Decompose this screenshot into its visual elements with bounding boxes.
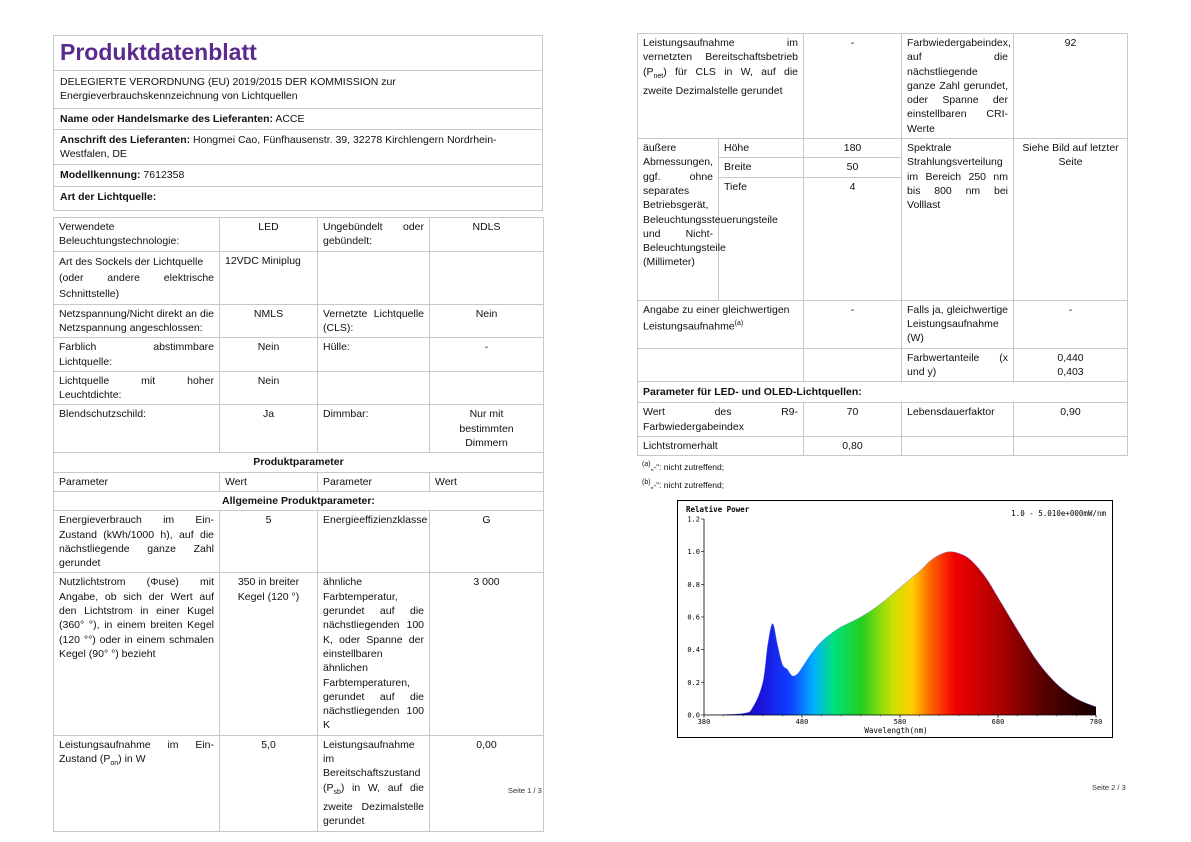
text: ) in W, auf die zweite Dezimalstelle gerundet — [323, 781, 424, 828]
table-row — [54, 511, 544, 573]
cell — [430, 371, 544, 405]
page-1 — [53, 35, 543, 832]
footnotes — [637, 457, 1127, 493]
footnote-text: „-“: nicht zutreffend; — [650, 462, 725, 473]
model-value: 7612358 — [143, 169, 185, 182]
supplier-row — [54, 108, 543, 129]
cell — [54, 735, 220, 831]
text: Leistungsaufnahme im Bereitschaftszustand (P — [323, 738, 421, 794]
text: Angabe zu einer gleichwertigen Leistungsaufnahme — [643, 303, 790, 333]
table-row — [638, 437, 1128, 456]
cell: Blendschutzschild: — [54, 405, 220, 453]
page-title: Produktdatenblatt — [54, 36, 543, 71]
dimension-name: Breite — [719, 158, 804, 177]
x-tick-label: 680 — [991, 718, 1005, 726]
header-table — [53, 35, 543, 211]
table-row — [54, 573, 544, 735]
superscript: (a) — [734, 319, 744, 327]
y-tick-label: 0.4 — [687, 646, 700, 655]
table-row — [638, 139, 1128, 158]
cell: Art des Sockels der Lichtquelle (oder andere elektrische Schnittstelle) — [54, 251, 220, 304]
cell: 5 — [220, 511, 318, 573]
column-header: Parameter — [318, 472, 430, 491]
text: Leistungsaufnahme im Ein-Zustand (P — [59, 738, 214, 765]
page-2 — [637, 33, 1127, 493]
cell — [804, 348, 902, 382]
cell: Wert des R9-Farbwiedergabeindex — [638, 403, 804, 437]
column-header: Parameter — [54, 472, 220, 491]
dimension-value: 180 — [804, 139, 902, 158]
y-tick-label: 0.8 — [687, 580, 700, 589]
table-row — [54, 251, 544, 304]
cell: Netzspannung/Nicht direkt an die Netzspannung angeschlossen: — [54, 304, 220, 338]
cell: Hülle: — [318, 338, 430, 372]
chart-title: Relative Power — [686, 505, 750, 514]
light-source-table — [53, 217, 544, 831]
cell: ähnliche Farbtemperatur, gerundet auf die nächstliegenden 100 K, oder Spanne der einstellbaren ähnlichen Farbtemperaturen, gerundet auf die nächstliegenden 100 K — [318, 573, 430, 735]
footnote-mark: (b) — [642, 479, 651, 487]
y-tick-label: 0.0 — [687, 711, 700, 720]
cell — [1014, 348, 1128, 382]
spectrum-svg — [678, 501, 1112, 737]
footnote-b — [642, 475, 1127, 493]
column-header-row — [54, 472, 544, 491]
x-tick-label: 380 — [697, 718, 711, 726]
cell: 70 — [804, 403, 902, 437]
cell: Lichtquelle mit hoher Leuchtdichte: — [54, 371, 220, 405]
parameters-table-2 — [637, 33, 1128, 456]
cell: 92 — [1014, 34, 1128, 139]
subscript: on — [110, 760, 119, 768]
cell: LED — [220, 218, 318, 252]
spectrum-chart — [677, 500, 1113, 738]
cell: Verwendete Beleuchtungstechnologie: — [54, 218, 220, 252]
dimension-name: Tiefe — [719, 177, 804, 300]
table-row — [54, 405, 544, 453]
subscript: net — [653, 72, 664, 80]
cell: 12VDC Miniplug — [220, 251, 318, 304]
cell: 0,90 — [1014, 403, 1128, 437]
cell — [318, 735, 430, 831]
address-value: Hongmei Cao, Fünfhausenstr. 39, 32278 Kirchlengern Nordrhein-Westfalen, DE — [60, 133, 497, 161]
table-row — [54, 338, 544, 372]
cell: - — [804, 300, 902, 348]
table-row — [54, 304, 544, 338]
dimension-value: 4 — [804, 177, 902, 300]
supplier-label: Name oder Handelsmarke des Lieferanten: — [60, 112, 273, 125]
cell: Energieeffizienzklasse — [318, 511, 430, 573]
cell: Nutzlichtstrom (Φuse) mit Angabe, ob sich der Wert auf den Lichtstrom in einer Kugel (360° °), in einem breiten Kegel (120 °°) oder in einem schmalen Kegel (90° °) bezieht — [54, 573, 220, 735]
table-row — [638, 403, 1128, 437]
cell: - — [1014, 300, 1128, 348]
chromaticity-x: 0,440 — [1057, 351, 1084, 364]
subscript: sb — [333, 788, 341, 796]
x-tick-label: 780 — [1089, 718, 1103, 726]
footnote-a — [642, 457, 1127, 475]
text: Leistungsaufnahme im vernetzten Bereitschaftsbetrieb (P — [643, 37, 799, 78]
cell — [1014, 437, 1128, 456]
cell: Farbwiedergabeindex, auf die nächstliegende ganze Zahl gerundet, oder Spanne der einstellbaren CRI-Werte — [902, 34, 1014, 139]
cell: Nein — [430, 304, 544, 338]
cell — [638, 348, 804, 382]
spectral-value: Siehe Bild auf letzter Seite — [1014, 139, 1128, 301]
cell — [902, 437, 1014, 456]
cell — [638, 300, 804, 348]
plot-area — [687, 516, 1102, 727]
dimension-name: Höhe — [719, 139, 804, 158]
cell: Dimmbar: — [318, 405, 430, 453]
cell: - — [430, 338, 544, 372]
cell: 0,80 — [804, 437, 902, 456]
supplier-value: ACCE — [275, 112, 305, 125]
text: ) in W — [118, 752, 146, 765]
cell — [318, 371, 430, 405]
cell: Nein — [220, 338, 318, 372]
table-row — [54, 371, 544, 405]
cell: 350 in breiter Kegel (120 °) — [220, 573, 318, 735]
cell: Nein — [220, 371, 318, 405]
cell — [638, 34, 804, 139]
led-heading-row — [638, 382, 1128, 403]
x-tick-label: 480 — [795, 718, 809, 726]
chromaticity-y: 0,403 — [1057, 365, 1084, 378]
product-params-heading: Produktparameter — [54, 453, 544, 472]
table-row — [54, 218, 544, 252]
cell: Farbwertanteile (x und y) — [902, 348, 1014, 382]
product-params-heading-row — [54, 453, 544, 472]
cell: Lichtstromerhalt — [638, 437, 804, 456]
cell: NDLS — [430, 218, 544, 252]
cell: Nur mit bestimmten Dimmern — [430, 405, 544, 453]
y-tick-label: 0.6 — [687, 613, 700, 622]
column-header: Wert — [220, 472, 318, 491]
column-header: Wert — [430, 472, 544, 491]
cell: - — [804, 34, 902, 139]
page-number-2: Seite 2 / 3 — [1092, 783, 1126, 792]
spectrum-area — [704, 552, 1096, 715]
y-tick-label: 1.0 — [687, 548, 700, 557]
address-row — [54, 129, 543, 165]
cell: Ja — [220, 405, 318, 453]
footnote-mark: (a) — [642, 461, 651, 469]
table-row — [638, 34, 1128, 139]
regulation-text: DELEGIERTE VERORDNUNG (EU) 2019/2015 DER KOMMISSION zur Energieverbrauchskennzeichnung von Lichtquellen — [54, 71, 543, 109]
address-label: Anschrift des Lieferanten: — [60, 133, 191, 146]
model-label: Modellkennung: — [60, 169, 141, 182]
cell: 5,0 — [220, 735, 318, 831]
cell: Lebensdauerfaktor — [902, 403, 1014, 437]
y-tick-label: 0.2 — [687, 678, 700, 687]
cell: 3 000 — [430, 573, 544, 735]
type-label: Art der Lichtquelle: — [54, 186, 543, 210]
cell: NMLS — [220, 304, 318, 338]
dimensions-label: äußere Abmessungen, ggf. ohne separates Betriebsgerät, Beleuchtungssteuerungsteile und Nicht-Beleuchtungsteile (Millimeter) — [638, 139, 719, 301]
cell: Energieverbrauch im Ein-Zustand (kWh/1000 h), auf die nächstliegende ganze Zahl gerundet — [54, 511, 220, 573]
chart-annotation: 1.0 - 5.010e+000mW/nm — [1011, 509, 1106, 518]
cell: Ungebündelt oder gebündelt: — [318, 218, 430, 252]
table-row — [638, 348, 1128, 382]
cell: Falls ja, gleichwertige Leistungsaufnahme (W) — [902, 300, 1014, 348]
led-heading: Parameter für LED- und OLED-Lichtquellen: — [638, 382, 1128, 403]
cell: Vernetzte Lichtquelle (CLS): — [318, 304, 430, 338]
text: ) für CLS in W, auf die zweite Dezimalstelle gerundet — [643, 65, 799, 97]
y-tick-label: 1.2 — [687, 515, 700, 524]
cell — [430, 251, 544, 304]
page-number-1: Seite 1 / 3 — [508, 786, 542, 795]
model-row — [54, 165, 543, 186]
x-axis-label: Wavelength(nm) — [864, 726, 928, 735]
dimension-value: 50 — [804, 158, 902, 177]
table-row — [638, 300, 1128, 348]
footnote-text: „-“: nicht zutreffend; — [650, 480, 725, 490]
cell — [318, 251, 430, 304]
table-row — [54, 735, 544, 831]
cell: G — [430, 511, 544, 573]
general-params-heading-row — [54, 491, 544, 510]
spectral-label: Spektrale Strahlungsverteilung im Bereich 250 nm bis 800 nm bei Volllast — [902, 139, 1014, 301]
cell: 0,00 — [430, 735, 544, 831]
general-params-heading: Allgemeine Produktparameter: — [54, 491, 544, 510]
cell: Farblich abstimmbare Lichtquelle: — [54, 338, 220, 372]
x-tick-label: 580 — [893, 718, 907, 726]
